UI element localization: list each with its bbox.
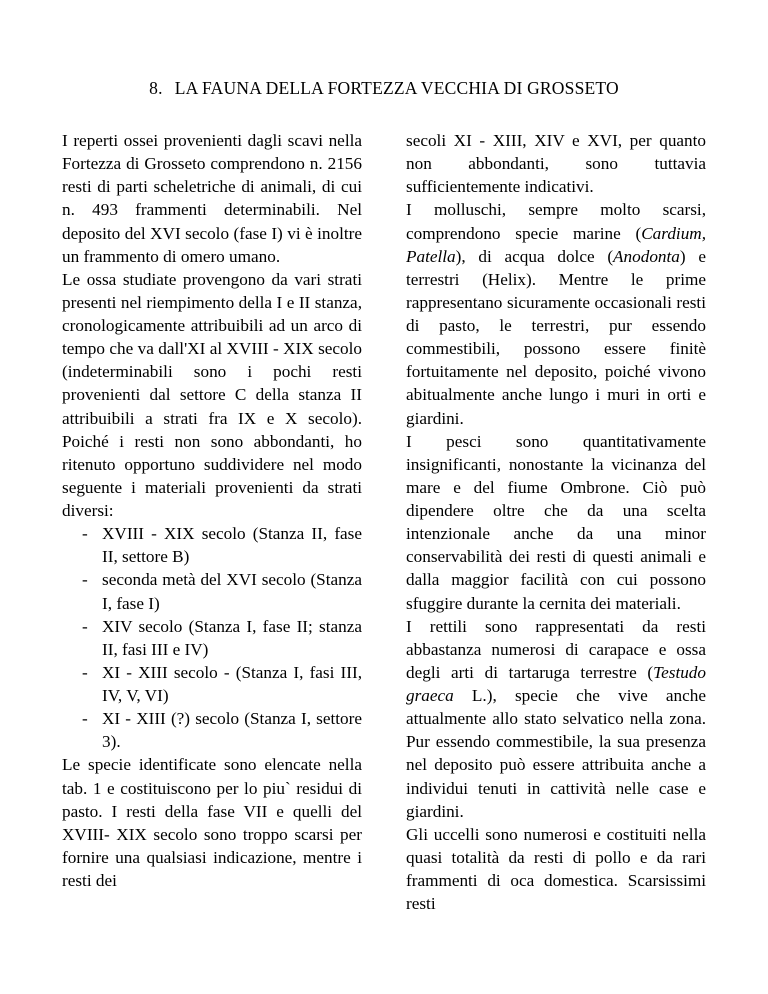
list-item [62,568,362,614]
page-title [62,78,706,99]
list-marker: - [82,616,88,636]
list-item-label: XVIII - XIX secolo (Stanza II, fase II, settore B) [102,524,362,567]
right-paragraph-2-text-b: ), di acqua dolce ( [455,246,614,266]
list-item [62,522,362,568]
right-paragraph-1: secoli XI - XIII, XIV e XVI, per quanto non abbondanti, sono tuttavia sufficientemente indicativi. [406,131,706,197]
left-paragraph-1: I reperti ossei provenienti dagli scavi nella Fortezza di Grosseto comprendono n. 2156 resti di parti scheletriche di animali, di cui n. 493 frammenti determinabili. Nel deposito del XVI secolo (fase I) vi è inoltre un frammento di omero umano. [62,131,362,266]
right-column [406,129,706,915]
list-item [62,615,362,661]
left-paragraph-3: Le specie identificate sono elencate nella tab. 1 e costituiscono per lo piu` residui di pasto. I resti della fase VII e quelli del XVIII- XIX secolo sono troppo scarsi per fornire una qualsiasi indicazione, mentre i resti dei [62,755,362,890]
right-paragraph-4 [406,615,706,823]
taxon-name-cardium-patella: Cardium, Patella [406,223,706,266]
right-paragraph-2-text-a: I molluschi, sempre molto scarsi, comprendono specie marine ( [406,200,706,243]
left-column [62,129,362,892]
right-paragraph-5: Gli uccelli sono numerosi e costituiti nella quasi totalità da resti di pollo e da rari frammenti di oca domestica. Scarsissimi resti [406,824,706,914]
right-paragraph-4-text-a: I rettili sono rappresentati da resti abbastanza numerosi di carapace e ossa degli arti di tartaruga terrestre ( [406,616,706,682]
two-column-body [62,129,706,915]
list-item-label: XI - XIII (?) secolo (Stanza I, settore 3). [102,709,362,752]
strata-list [62,522,362,753]
page-title-text: LA FAUNA DELLA FORTEZZA VECCHIA DI GROSSETO [174,78,619,98]
taxon-name-testudo-graeca: Testudo graeca [406,662,706,705]
taxon-name-anodonta: Anodonta [613,246,680,266]
list-marker: - [82,524,88,544]
list-item [62,707,362,753]
list-item [62,661,362,707]
right-paragraph-2 [406,198,706,429]
list-marker: - [82,662,88,682]
right-paragraph-4-text-b: L.), specie che vive anche attualmente allo stato selvatico nella zona. Pur essendo commestibile, la sua presenza nel deposito può essere attribuita anche a individui tenuti in cattività nelle case e giardini. [406,686,706,821]
left-paragraph-2: Le ossa studiate provengono da vari strati presenti nel riempimento della I e II stanza, cronologicamente attribuibili ad un arco di tempo che va dall'XI al XVIII - XIX secolo (indeterminabili sono i pochi resti provenienti dal settore C della stanza II attribuibili a strati fra IX e X secolo). Poiché i resti non sono abbondanti, ho ritenuto opportuno suddividere nel modo seguente i materiali provenienti da strati diversi: [62,269,362,520]
right-paragraph-3: I pesci sono quantitativamente insignificanti, nonostante la vicinanza del mare e del fiume Ombrone. Ciò può dipendere oltre che da una scelta intenzionale anche da una minor conservabilità dei resti di questi animali e dalla maggior facilità con cui possono sfuggire durante la cernita dei materiali. [406,431,706,613]
page-title-number: 8. [149,78,163,98]
right-paragraph-2-text-c: ) e terrestri (Helix). Mentre le prime rappresentano sicuramente occasionali resti di pasto, le terrestri, pur essendo commestibili, possono essere finitè fortuitamente nel deposito, poiché vivono abitualmente anche lungo i muri in orti e giardini. [406,246,706,428]
list-item-label: seconda metà del XVI secolo (Stanza I, fase I) [102,570,362,613]
list-marker: - [82,570,88,590]
list-marker: - [82,709,88,729]
list-item-label: XIV secolo (Stanza I, fase II; stanza II, fasi III e IV) [102,616,362,659]
list-item-label: XI - XIII secolo - (Stanza I, fasi III, IV, V, VI) [102,662,362,705]
